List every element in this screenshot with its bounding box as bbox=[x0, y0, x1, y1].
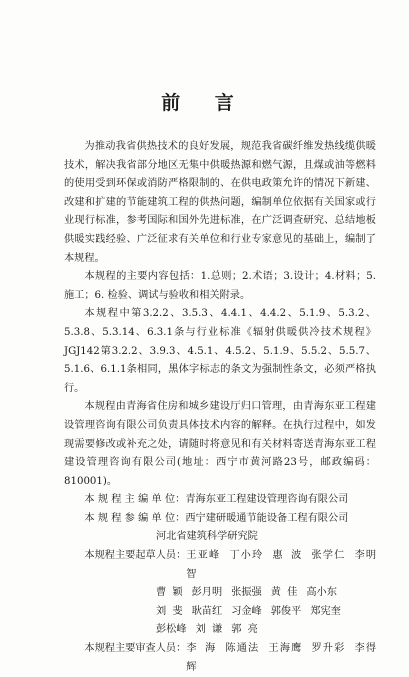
drafter-name: 郭俊平 bbox=[270, 605, 302, 617]
drafter-name: 黄 佳 bbox=[270, 587, 298, 599]
drafter-name: 曹 颖 bbox=[156, 587, 183, 599]
drafters-line bbox=[186, 547, 376, 584]
reviewer-name: 陈通法 bbox=[225, 643, 260, 655]
chief-editor-row bbox=[64, 491, 376, 510]
paragraph-management: 本规程由青海省住房和城乡建设厅归口管理，由青海东亚工程建设管理咨询有限公司负责具体技术内容的解释。在执行过程中，如发现需要修改或补充之处，请随时将意见和有关材料寄送青海东亚工程建设管理咨询有限公司(地址：西宁市黄河路23号，邮政编码：810001)。 bbox=[64, 401, 376, 487]
reviewer-name: 李 海 bbox=[186, 643, 217, 655]
page-title: 前 言 bbox=[161, 92, 248, 114]
preface-body bbox=[64, 138, 376, 677]
drafter-name: 丁小玲 bbox=[229, 550, 264, 562]
participants-row bbox=[64, 510, 376, 529]
credits-block bbox=[64, 491, 376, 677]
drafters-row bbox=[64, 547, 376, 584]
chief-editor-label: 本 规 程 主 编 单 位： bbox=[84, 494, 186, 506]
drafter-name: 惠 波 bbox=[272, 550, 303, 562]
reviewer-name: 李得辉 bbox=[186, 643, 377, 673]
drafter-name: 刘 斐 bbox=[156, 605, 183, 617]
drafter-name: 李明智 bbox=[186, 550, 377, 580]
participant-unit: 西宁建研暖通节能设备工程有限公司 bbox=[185, 512, 349, 524]
drafter-name: 张学仁 bbox=[311, 550, 346, 562]
drafter-name: 彭月明 bbox=[191, 587, 223, 599]
drafters-line bbox=[64, 584, 376, 603]
drafter-name: 耿苗红 bbox=[191, 605, 223, 617]
reviewer-name: 罗升彩 bbox=[311, 643, 346, 655]
reviewers-label: 本规程主要审查人员： bbox=[84, 643, 187, 655]
paragraph-mandatory-clauses: 本规程中第3.2.2、3.5.3、4.4.1、4.4.2、5.1.9、5.3.2、5.3.8、5.3.14、6.3.1条与行业标准《辐射供暖供冷技术规程》JGJ142第3.2.2、3.9.3、4.5.1、4.5.2、5.1.9、5.5.2、5.5.7、5.1.6、6.1.1条相同，黑体字标志的条文为强制性条文，必须严格执行。 bbox=[64, 308, 376, 394]
drafter-name: 刘 谦 bbox=[195, 624, 223, 636]
drafter-name: 彭松峰 bbox=[156, 624, 187, 636]
participant-unit: 河北省建筑科学研究院 bbox=[156, 531, 258, 543]
participant-unit-2-row bbox=[64, 528, 376, 547]
drafters-line bbox=[64, 621, 376, 640]
paragraph-contents: 本规程的主要内容包括：1.总则；2.术语；3.设计；4.材料；5.施工；6. 检验、调试与验收和相关附录。 bbox=[64, 271, 376, 301]
drafters-line bbox=[64, 603, 376, 622]
drafter-name: 郭 亮 bbox=[231, 624, 258, 636]
drafters-label: 本规程主要起草人员： bbox=[84, 550, 187, 562]
participants-label: 本 规 程 参 编 单 位： bbox=[84, 512, 186, 524]
reviewers-line bbox=[186, 640, 376, 677]
reviewers-row bbox=[64, 640, 376, 677]
drafter-name: 习金峰 bbox=[231, 605, 262, 617]
paragraph-purpose: 为推动我省供热技术的良好发展，规范我省碳纤维发热线缆供暖技术，解决我省部分地区无集中供暖热源和燃气源，且煤或油等燃料的使用受到环保或消防严格限制的、在供电政策允许的情况下新建、改建和扩建的节能建筑工程的供热问题，编制单位依据有关国家或行业现行标准，参考国际和国外先进标准，在广泛调查研究、总结地板供暖实践经验、广泛征求有关单位和行业专家意见的基础上，编制了本规程。 bbox=[64, 141, 376, 264]
drafter-name: 郑宪奎 bbox=[310, 605, 341, 617]
chief-editor-unit: 青海东亚工程建设管理咨询有限公司 bbox=[185, 494, 349, 506]
drafter-name: 高小东 bbox=[306, 587, 337, 599]
reviewer-name: 王海鹰 bbox=[268, 643, 303, 655]
drafter-name: 王亚峰 bbox=[186, 550, 221, 562]
drafter-name: 张振强 bbox=[231, 587, 262, 599]
